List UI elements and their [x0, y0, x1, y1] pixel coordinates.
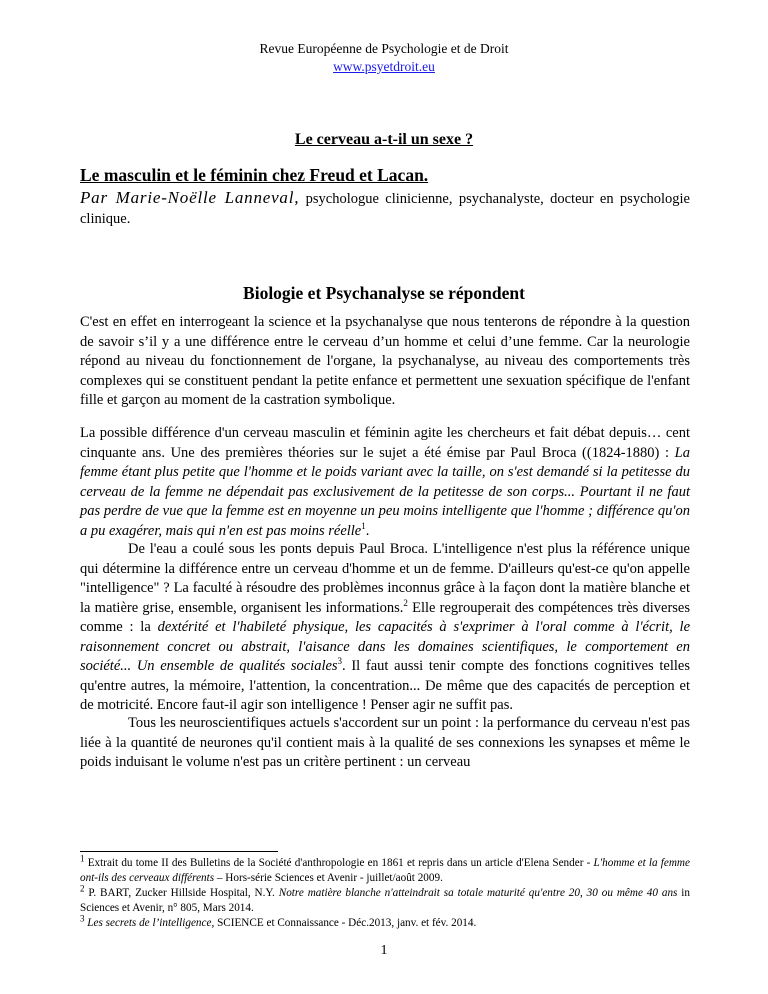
footnote-text: SCIENCE et Connaissance - Déc.2013, janv. et fév. 2014.	[214, 917, 477, 929]
paragraph-broca	[80, 424, 690, 541]
footnote-ref-3[interactable]: 3	[337, 656, 343, 667]
paragraph-text: Elle regrouperait des compétences très diverses comme : la	[80, 599, 690, 635]
footnote-number: 1	[80, 853, 85, 864]
footnote	[80, 853, 690, 886]
footnote	[80, 883, 691, 916]
paragraph-text: . Il faut aussi tenir compte des fonctions cognitives telles qu'entre autres, la mémoire, l'attention, la concentration... De même que des capacités de perception et de motricité. Encore faut-il agir son intelligence ! Penser agir ne suffit pas.	[80, 658, 690, 713]
paragraph-neuroscience: Tous les neuroscientifiques actuels s'accordent sur un point : la performance du cerveau n'est pas liée à la quantité de neurones qu'il contient mais à la qualité de ses connexions les synapses et même le poids induisant le volume n'est pas un critère pertinent : un cerveau	[80, 715, 690, 770]
journal-website-link[interactable]: www.psyetdroit.eu	[333, 59, 435, 74]
footnotes	[80, 853, 691, 931]
footnote-ref-1[interactable]: 1	[361, 520, 366, 531]
footnote-citation: L'homme et la femme ont-ils des cerveaux différents	[80, 857, 690, 884]
section-heading: Biologie et Psychanalyse se répondent	[243, 283, 525, 303]
journal-name: Revue Européenne de Psychologie et de Droit	[259, 41, 509, 56]
article-title: Le cerveau a-t-il un sexe ?	[294, 131, 474, 148]
paragraph-intro: C'est en effet en interrogeant la science et la psychanalyse que nous tenterons de répondre à la question de savoir s’il y a une différence entre le cerveau d’un homme et celui d’une femme. Car la neurologie répond au niveau du fonctionnement de l'organe, la psychanalyse, au niveau des comportements très complexes qui se constituent pendant la petite enfance et permettent une sexuation spécifique de l'enfant fille et garçon au moment de la castration symbolique.	[80, 314, 690, 408]
footnote-text: P. BART, Zucker Hillside Hospital, N.Y.	[84, 887, 279, 899]
footnote-number: 3	[80, 913, 85, 924]
footnote-text: – Hors-série Sciences et Avenir - juillet/août 2009.	[214, 872, 443, 884]
footnote-number: 2	[80, 883, 85, 894]
footnote-text: Extrait du tome II des Bulletins de la Société d'anthropologie en 1861 et repris dans un article d'Elena Sender -	[84, 857, 594, 869]
footnote-ref-2[interactable]: 2	[403, 597, 408, 608]
footnote-citation: Notre matière blanche n'atteindrait sa totale maturité qu'entre 20, 30 ou même 40 ans	[278, 887, 678, 899]
page-number: 1	[380, 943, 388, 958]
article-subtitle: Le masculin et le féminin chez Freud et Lacan.	[80, 165, 429, 185]
broca-quote: La femme étant plus petite que l'homme et le poids variant avec la taille, on s'est demandé si la petitesse du cerveau de la femme ne dépendait pas exclusivement de la petitesse de son corps... Pourtant il ne faut pas perdre de vue que la femme est en moyenne un peu moins intelligente que l'homme ; différence qu'on a pu exagérer, mais qui n'en est pas moins réelle	[80, 444, 690, 539]
competences-quote: dextérité et l'habileté physique, les capacités à s'exprimer à l'oral comme à l'écrit, le raisonnement concret ou abstrait, l'aisance dans les domaines scientifiques, le comportement en société... Un ensemble de qualités sociales	[80, 619, 690, 674]
footnote-citation: Les secrets de l’intelligence,	[87, 917, 215, 929]
paragraph-text: De l'eau a coulé sous les ponts depuis Paul Broca. L'intelligence n'est plus la référence unique qui détermine la différence entre un cerveau d'homme et un de femme. D'ailleurs qu'est-ce qu'on appelle "intelligence" ? La faculté à résoudre des problèmes inconnus grâce à la façon dont la matière blanche et la matière grise, ensemble, organisent les informations.	[80, 541, 690, 616]
footnote-separator	[80, 851, 278, 852]
author-credentials: psychologue clinicienne, psychanalyste, docteur en psychologie clinique.	[80, 191, 690, 227]
footnote	[80, 913, 690, 931]
paragraph-text: .	[365, 522, 370, 539]
byline	[80, 188, 690, 229]
paragraph-text: La possible différence d'un cerveau masculin et féminin agite les chercheurs et fait débat depuis… cent cinquante ans. Une des premières théories sur le sujet a été émise par Paul Broca ((1824-1880) :	[80, 425, 690, 461]
paragraph-intelligence	[80, 540, 690, 716]
author-name: Par Marie-Noëlle Lanneval,	[80, 188, 300, 207]
footnote-text: in Sciences et Avenir, n° 805, Mars 2014.	[80, 887, 691, 914]
